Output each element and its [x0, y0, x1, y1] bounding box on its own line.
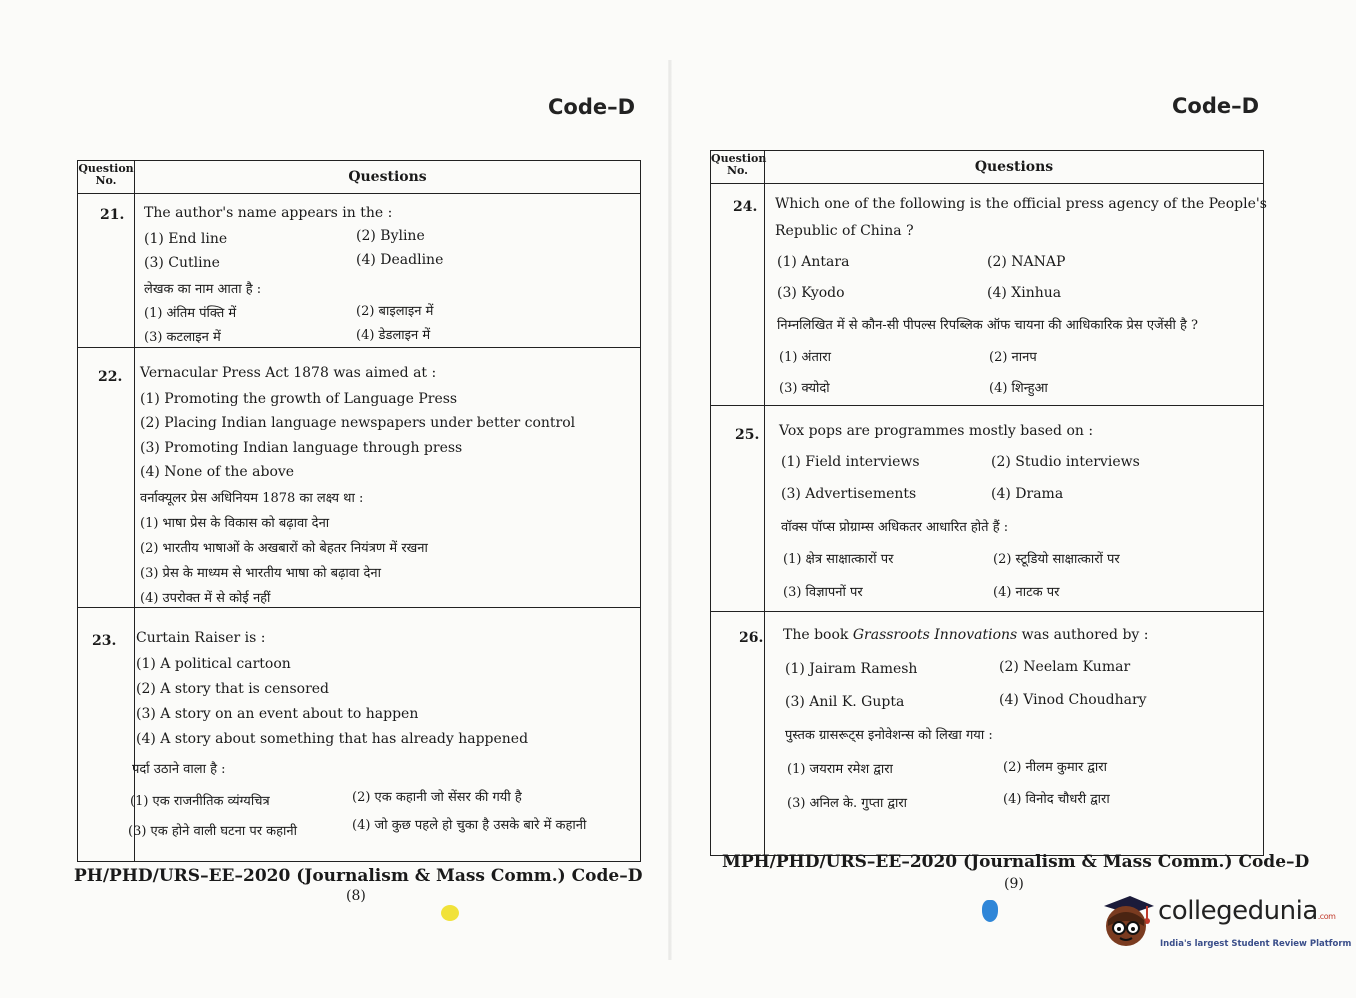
option-hindi: (3) कटलाइन में: [144, 330, 221, 345]
option: (1) A political cartoon: [136, 656, 291, 672]
option-hindi: (1) जयराम रमेश द्वारा: [787, 762, 893, 777]
option-hindi: (1) अंतारा: [779, 350, 831, 365]
question-text: The author's name appears in the :: [144, 205, 393, 221]
option-hindi: (1) अंतिम पंक्ति में: [144, 306, 237, 321]
question-text-hindi: पुस्तक ग्रासरूट्स इनोवेशन्स को लिखा गया :: [785, 728, 993, 743]
question-text: Which one of the following is the official press agency of the People's: [775, 196, 1267, 212]
logo-tagline: India's largest Student Review Platform: [1160, 939, 1352, 949]
question-text-hindi: लेखक का नाम आता है :: [144, 282, 262, 297]
column-divider: [764, 183, 765, 855]
option: (2) Studio interviews: [991, 454, 1140, 470]
question-no-header: Question No.: [78, 161, 135, 193]
row-divider: [711, 611, 1263, 612]
option-hindi: (4) शिन्हुआ: [989, 381, 1048, 396]
option: (3) Advertisements: [781, 486, 917, 502]
option: (3) Promoting Indian language through press: [140, 440, 463, 456]
option-hindi: (4) जो कुछ पहले हो चुका है उसके बारे में कहानी: [352, 818, 587, 833]
option-hindi: (3) प्रेस के माध्यम से भारतीय भाषा को बढ़ावा देना: [140, 566, 381, 581]
option-hindi: (2) एक कहानी जो सेंसर की गयी है: [352, 790, 522, 805]
option: (3) Kyodo: [777, 285, 845, 301]
option: (2) Placing Indian language newspapers under better control: [140, 415, 576, 431]
question-number: 23.: [92, 633, 117, 649]
question-text: [783, 627, 1149, 643]
option-hindi: (1) भाषा प्रेस के विकास को बढ़ावा देना: [140, 516, 330, 531]
option-hindi: (2) नानप: [989, 350, 1037, 365]
row-divider: [78, 607, 640, 608]
table-header: [711, 151, 1263, 184]
question-number: 22.: [98, 369, 123, 385]
option-hindi: (1) क्षेत्र साक्षात्कारों पर: [783, 552, 894, 567]
question-number: [739, 630, 763, 646]
page-number: (8): [346, 888, 366, 904]
option: (4) Deadline: [356, 252, 444, 268]
question-no-header: Question No.: [711, 151, 765, 183]
page-number: (9): [1004, 876, 1024, 892]
code-label: Code–D: [548, 95, 636, 119]
option: (2) Byline: [356, 228, 425, 244]
option: (3) A story on an event about to happen: [136, 706, 419, 722]
option: (1) Promoting the growth of Language Press: [140, 391, 458, 407]
option-hindi: (4) विनोद चौधरी द्वारा: [1003, 792, 1110, 807]
question-text: Vernacular Press Act 1878 was aimed at :: [140, 365, 437, 381]
question-text-hindi: वर्नाक्यूलर प्रेस अधिनियम 1878 का लक्ष्य था :: [140, 491, 364, 506]
question-text-hindi: निम्नलिखित में से कौन-सी पीपल्स रिपब्लिक ऑफ चायना की आधिकारिक प्रेस एजेंसी है ?: [777, 318, 1198, 333]
code-label: Code–D: [1172, 94, 1260, 118]
option-hindi: (2) भारतीय भाषाओं के अखबारों को बेहतर नियंत्रण में रखना: [140, 541, 428, 556]
question-text-prefix: The book: [783, 627, 853, 643]
option: (2) NANAP: [987, 254, 1066, 270]
option-hindi: (3) एक होने वाली घटना पर कहानी: [128, 824, 297, 839]
option: (2) A story that is censored: [136, 681, 330, 697]
option: (1) Antara: [777, 254, 850, 270]
logo-name: collegedunia: [1158, 896, 1318, 926]
question-text: Vox pops are programmes mostly based on :: [779, 423, 1094, 439]
option: (3) Cutline: [144, 255, 220, 271]
question-text-hindi: पर्दा उठाने वाला है :: [132, 762, 226, 777]
option-hindi: (2) नीलम कुमार द्वारा: [1003, 760, 1107, 775]
book-title: Grassroots Innovations: [852, 627, 1018, 643]
footer-text: MPH/PHD/URS–EE–2020 (Journalism & Mass Comm.) Code–D: [722, 852, 1310, 872]
option-hindi: (4) डेडलाइन में: [356, 328, 431, 343]
question-number: 24.: [733, 199, 758, 215]
option-hindi: (3) अनिल के. गुप्ता द्वारा: [787, 796, 908, 811]
collegedunia-logo: [1096, 890, 1352, 960]
question-text-suffix: was authored by :: [1017, 627, 1149, 643]
option-hindi: (3) क्योदो: [779, 381, 830, 396]
logo-wordmark: [1158, 896, 1335, 926]
left-page: [0, 0, 670, 998]
option: (4) A story about something that has already happened: [136, 731, 529, 747]
student-mascot-icon: [1096, 890, 1156, 956]
option-hindi: (1) एक राजनीतिक व्यंग्यचित्र: [130, 794, 270, 809]
option: (1) End line: [144, 231, 228, 247]
option-hindi: (3) विज्ञापनों पर: [783, 585, 863, 600]
questions-header: Questions: [348, 169, 427, 185]
option-hindi: (4) नाटक पर: [993, 585, 1060, 600]
option: (4) Vinod Choudhary: [999, 692, 1147, 708]
questions-header: Questions: [974, 159, 1054, 175]
option-hindi: (4) उपरोक्त में से कोई नहीं: [140, 591, 271, 606]
ink-mark: [982, 900, 998, 922]
option: (4) None of the above: [140, 464, 295, 480]
ink-mark: [441, 905, 459, 921]
table-header: [78, 161, 640, 194]
question-text: Republic of China ?: [775, 223, 914, 239]
row-divider: [711, 405, 1263, 406]
question-number: 21.: [100, 207, 125, 223]
option: (1) Field interviews: [781, 454, 920, 470]
option: (3) Anil K. Gupta: [785, 694, 905, 710]
row-divider: [78, 347, 640, 348]
option-hindi: (2) बाइलाइन में: [356, 304, 434, 319]
right-page: [670, 0, 1356, 998]
option: (4) Drama: [991, 486, 1064, 502]
option: (2) Neelam Kumar: [999, 659, 1131, 675]
question-table: [77, 160, 641, 862]
logo-suffix: .com: [1317, 912, 1336, 921]
option: (1) Jairam Ramesh: [785, 661, 918, 677]
question-number-text: 26.: [739, 630, 764, 646]
footer-text: PH/PHD/URS–EE–2020 (Journalism & Mass Comm.) Code–D: [74, 866, 643, 886]
option: (4) Xinhua: [987, 285, 1062, 301]
question-text-hindi: वॉक्स पॉप्स प्रोग्राम्स अधिकतर आधारित होते हैं :: [781, 520, 1009, 535]
question-number: 25.: [735, 427, 760, 443]
question-text: Curtain Raiser is :: [136, 630, 266, 646]
option-hindi: (2) स्टूडियो साक्षात्कारों पर: [993, 552, 1120, 567]
question-table: [710, 150, 1267, 856]
